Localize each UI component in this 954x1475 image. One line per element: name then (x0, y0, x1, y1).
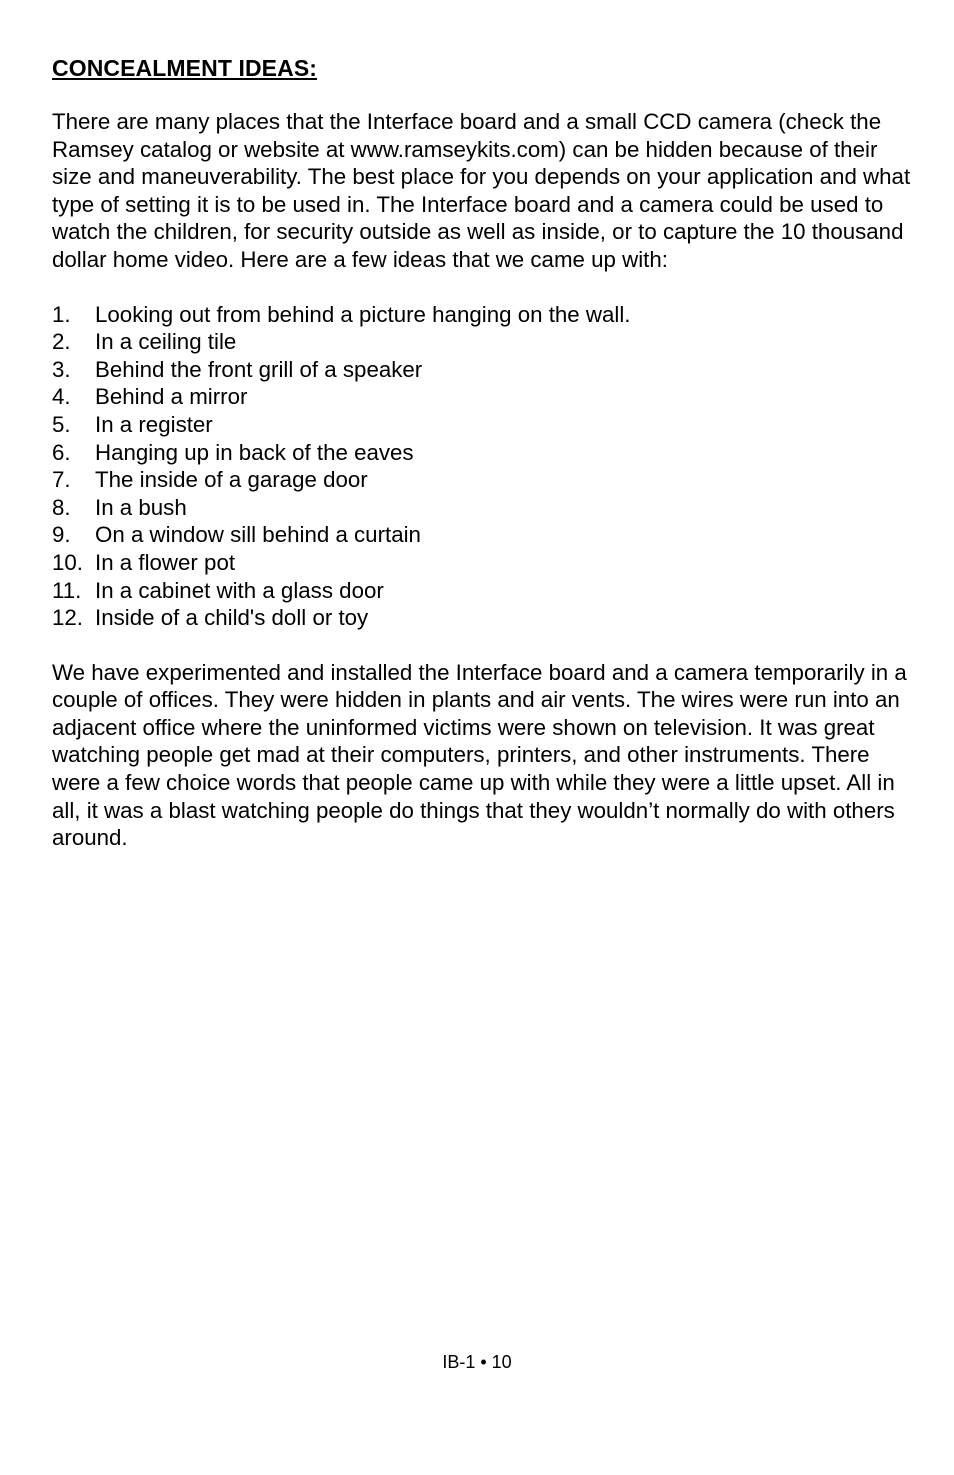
list-item (52, 439, 912, 467)
list-item-text: In a flower pot (95, 549, 236, 575)
list-item-text: In a bush (95, 494, 187, 520)
list-item-number: 8. (52, 494, 71, 520)
list-item (52, 328, 912, 356)
list-item-text: Behind a mirror (95, 384, 248, 410)
list-item (52, 466, 912, 494)
concealment-ideas-list (52, 301, 912, 632)
list-item (52, 301, 912, 329)
document-page (52, 52, 912, 852)
list-item-text: Looking out from behind a picture hanging on the wall. (95, 301, 631, 327)
list-item-text: Inside of a child's doll or toy (95, 605, 369, 631)
list-item (52, 356, 912, 384)
section-heading: CONCEALMENT IDEAS: (52, 55, 318, 81)
list-item-number: 1. (52, 301, 71, 327)
list-item-text: In a ceiling tile (95, 329, 237, 355)
list-item-text: The inside of a garage door (95, 467, 368, 493)
list-item-text: In a register (95, 411, 213, 437)
list-item-number: 2. (52, 329, 71, 355)
list-item-text: Hanging up in back of the eaves (95, 439, 414, 465)
list-item-text: On a window sill behind a curtain (95, 522, 421, 548)
list-item-number: 5. (52, 411, 71, 437)
list-item (52, 494, 912, 522)
list-item (52, 577, 912, 605)
list-item (52, 521, 912, 549)
page-footer: IB-1 • 10 (442, 1352, 512, 1372)
list-item-number: 3. (52, 356, 71, 382)
list-item-number: 12. (52, 605, 83, 631)
intro-paragraph: There are many places that the Interface board and a small CCD camera (check the Ramsey catalog or website at www.ramseykits.com) can be hidden because of their size and maneuverability. The best place for you depends on your application and what type of setting it is to be used in. The Interface board and a camera could be used to watch the children, for security outside as well as inside, or to capture the 10 thousand dollar home video. Here are a few ideas that we came up with: (52, 109, 911, 272)
list-item-number: 11. (52, 577, 82, 603)
closing-paragraph: We have experimented and installed the Interface board and a camera temporarily in a couple of offices. They were hidden in plants and air vents. The wires were run into an adjacent office where the uninformed victims were shown on television. It was great watching people get mad at their computers, printers, and other instruments. There were a few choice words that people came up with while they were a little upset. All in all, it was a blast watching people do things that they wouldn’t normally do with others around. (52, 659, 907, 851)
list-item-number: 9. (52, 522, 71, 548)
list-item-text: Behind the front grill of a speaker (95, 356, 423, 382)
list-item (52, 411, 912, 439)
list-item (52, 383, 912, 411)
list-item (52, 604, 912, 632)
list-item (52, 549, 912, 577)
list-item-number: 6. (52, 439, 71, 465)
list-item-number: 10. (52, 549, 83, 575)
list-item-number: 4. (52, 384, 71, 410)
list-item-text: In a cabinet with a glass door (95, 577, 384, 603)
list-item-number: 7. (52, 467, 71, 493)
